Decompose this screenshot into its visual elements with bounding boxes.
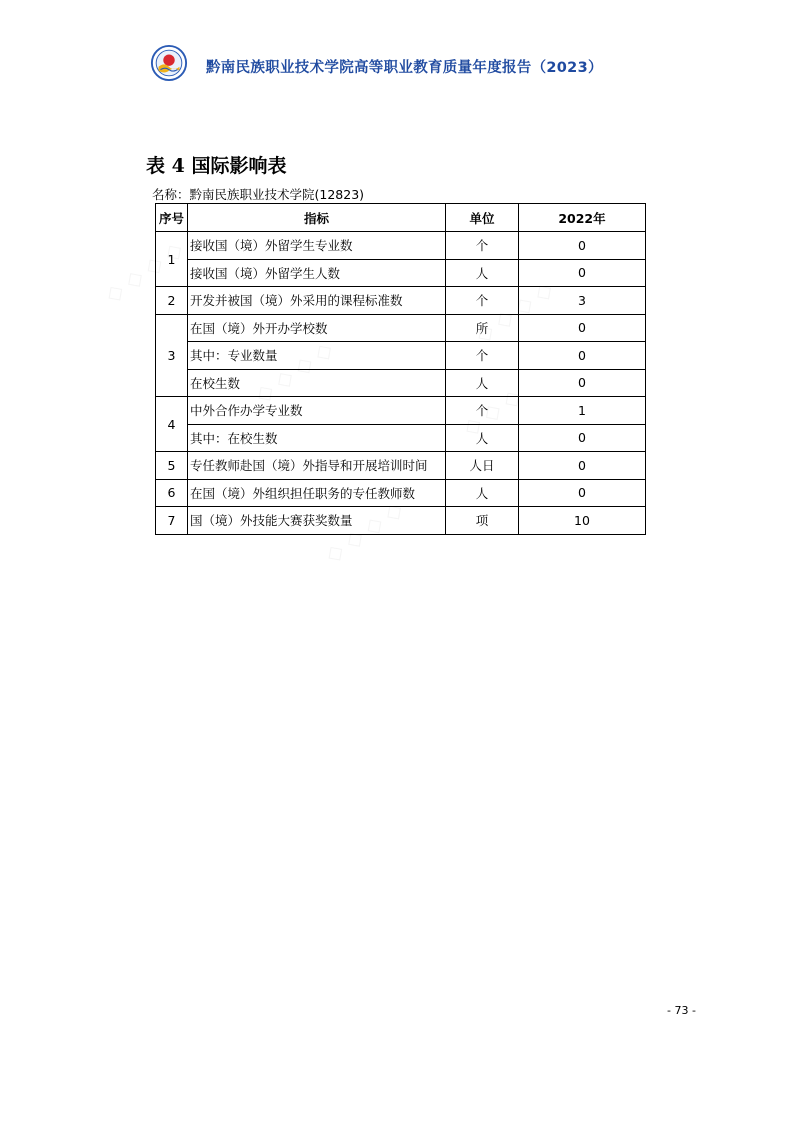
unit-cell: 人 (446, 259, 519, 287)
unit-cell: 个 (446, 287, 519, 315)
value-cell: 1 (519, 397, 646, 425)
indicator-cell: 开发并被国（境）外采用的课程标准数 (188, 287, 446, 315)
unit-cell: 个 (446, 397, 519, 425)
report-title: 黔南民族职业技术学院高等职业教育质量年度报告（2023） (206, 60, 603, 76)
unit-cell: 个 (446, 342, 519, 370)
indicator-cell: 中外合作办学专业数 (188, 397, 446, 425)
indicator-cell: 接收国（境）外留学生人数 (188, 259, 446, 287)
unit-cell: 个 (446, 232, 519, 260)
indicator-cell: 在校生数 (188, 369, 446, 397)
table-row (156, 342, 646, 370)
column-header-seq: 序号 (156, 204, 188, 232)
value-cell: 0 (519, 479, 646, 507)
seq-cell: 6 (156, 479, 188, 507)
table-row (156, 232, 646, 260)
value-cell: 0 (519, 232, 646, 260)
seq-cell: 5 (156, 452, 188, 480)
table-header-row (156, 204, 646, 232)
seq-cell: 1 (156, 232, 188, 287)
table-row (156, 259, 646, 287)
column-header-unit: 单位 (446, 204, 519, 232)
table-row (156, 369, 646, 397)
value-cell: 0 (519, 259, 646, 287)
indicator-cell: 其中：在校生数 (188, 424, 446, 452)
unit-cell: 人日 (446, 452, 519, 480)
table-row (156, 287, 646, 315)
international-influence-table (155, 203, 646, 535)
table-row (156, 507, 646, 535)
unit-cell: 人 (446, 424, 519, 452)
unit-cell: 人 (446, 479, 519, 507)
seq-cell: 4 (156, 397, 188, 452)
page-number: - 73 - (667, 1004, 696, 1017)
value-cell: 0 (519, 369, 646, 397)
column-header-year: 2022年 (519, 204, 646, 232)
seq-cell: 2 (156, 287, 188, 315)
indicator-cell: 在国（境）外开办学校数 (188, 314, 446, 342)
value-cell: 0 (519, 342, 646, 370)
value-cell: 0 (519, 452, 646, 480)
value-cell: 10 (519, 507, 646, 535)
table-row (156, 424, 646, 452)
indicator-cell: 专任教师赴国（境）外指导和开展培训时间 (188, 452, 446, 480)
indicator-cell: 其中：专业数量 (188, 342, 446, 370)
unit-cell: 所 (446, 314, 519, 342)
column-header-indicator: 指标 (188, 204, 446, 232)
college-logo (150, 44, 188, 82)
table-row (156, 479, 646, 507)
indicator-cell: 国（境）外技能大赛获奖数量 (188, 507, 446, 535)
seq-cell: 3 (156, 314, 188, 397)
value-cell: 0 (519, 424, 646, 452)
value-cell: 3 (519, 287, 646, 315)
unit-cell: 项 (446, 507, 519, 535)
unit-cell: 人 (446, 369, 519, 397)
seq-cell: 7 (156, 507, 188, 535)
table-row (156, 452, 646, 480)
page-header (150, 44, 650, 84)
table-title: 表 4 国际影响表 (146, 155, 287, 177)
table-row (156, 397, 646, 425)
indicator-cell: 在国（境）外组织担任职务的专任教师数 (188, 479, 446, 507)
table-caption: 名称：黔南民族职业技术学院(12823) (152, 187, 365, 202)
table-row (156, 314, 646, 342)
indicator-cell: 接收国（境）外留学生专业数 (188, 232, 446, 260)
value-cell: 0 (519, 314, 646, 342)
